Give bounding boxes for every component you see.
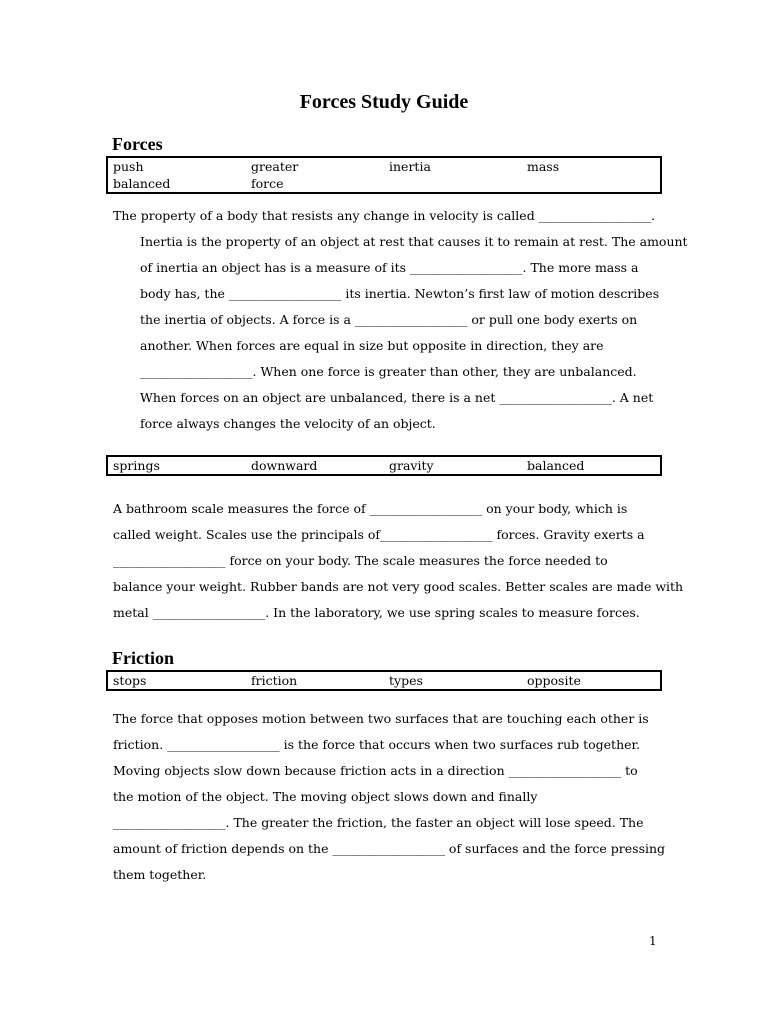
paragraph-friction [113,706,665,888]
word-bank-word: force [251,176,284,191]
word-bank-word: downward [251,458,318,473]
text-line: When forces on an object are unbalanced, there is a net __________________. A net [140,390,654,405]
word-bank-word: inertia [389,159,431,174]
word-bank-friction [106,670,662,691]
word-bank-gravity [106,455,662,476]
word-bank-word: mass [527,159,560,174]
word-bank-word: push [113,159,144,174]
text-line: of inertia an object has is a measure of its __________________. The more mass a [140,260,639,275]
page-title: Forces Study Guide [299,91,469,113]
paragraph-inertia [113,203,688,437]
section-heading-friction: Friction [112,648,174,668]
text-line: balance your weight. Rubber bands are not very good scales. Better scales are made with [113,579,684,594]
text-line: body has, the __________________ its inertia. Newton’s first law of motion describes [140,286,660,301]
word-bank-row [108,457,660,474]
text-line: called weight. Scales use the principals of__________________ forces. Gravity exerts a [113,527,645,542]
word-bank-word: springs [113,458,160,473]
word-bank-word: opposite [527,673,581,688]
text-line: friction. __________________ is the force that occurs when two surfaces rub together. [113,737,641,752]
word-bank-row [108,175,660,192]
text-line: the motion of the object. The moving object slows down and finally [113,789,538,804]
word-bank-word [522,175,660,192]
text-line: The property of a body that resists any change in velocity is called __________________. [113,208,656,223]
word-bank-word: balanced [113,176,171,191]
text-line: __________________ force on your body. The scale measures the force needed to [113,553,608,568]
text-line: The force that opposes motion between two surfaces that are touching each other is [113,711,649,726]
text-line: __________________. The greater the friction, the faster an object will lose speed. The [113,815,644,830]
text-line: Inertia is the property of an object at rest that causes it to remain at rest. The amount [140,234,688,249]
word-bank-word: stops [113,673,147,688]
word-bank-row [108,158,660,175]
text-line: __________________. When one force is greater than other, they are unbalanced. [140,364,637,379]
text-line: them together. [113,867,207,882]
word-bank-forces [106,156,662,194]
text-line: amount of friction depends on the __________________ of surfaces and the force pressing [113,841,666,856]
text-line: Moving objects slow down because friction acts in a direction __________________ to [113,763,638,778]
text-line: the inertia of objects. A force is a __________________ or pull one body exerts on [140,312,638,327]
word-bank-word: types [389,673,423,688]
page-number: 1 [649,934,657,948]
word-bank-word: balanced [527,458,585,473]
text-line: force always changes the velocity of an object. [140,416,436,431]
word-bank-word [384,175,522,192]
text-line: metal __________________. In the laboratory, we use spring scales to measure forces. [113,605,640,620]
word-bank-row [108,672,660,689]
text-line: another. When forces are equal in size but opposite in direction, they are [140,338,604,353]
paragraph-scales [113,496,683,626]
word-bank-word: friction [251,673,298,688]
section-heading-forces: Forces [112,134,163,154]
word-bank-word: greater [251,159,299,174]
word-bank-word: gravity [389,458,434,473]
text-line: A bathroom scale measures the force of __________________ on your body, which is [113,501,628,516]
